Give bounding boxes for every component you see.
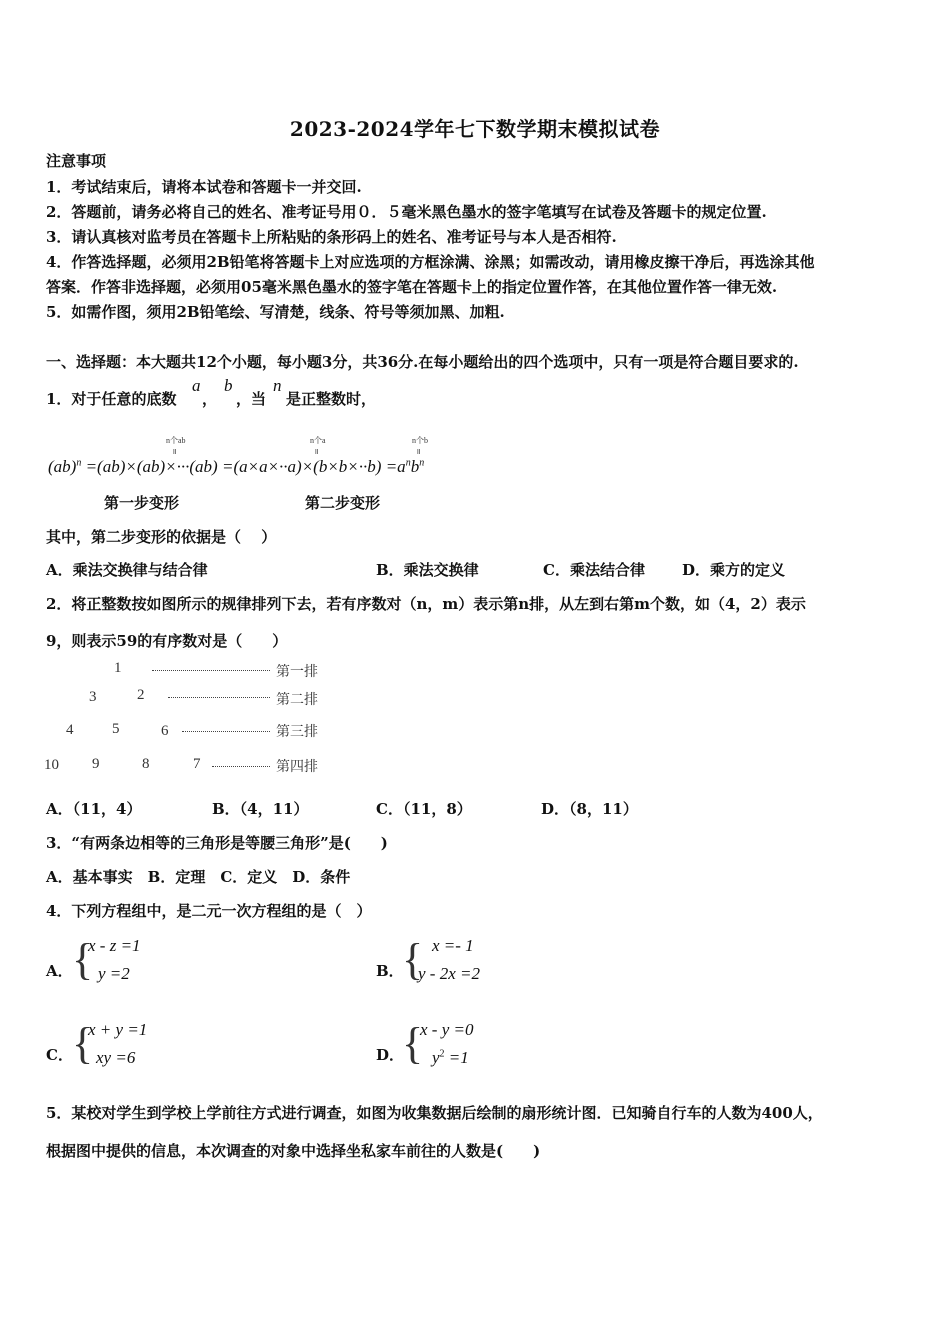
figure-number: 10 [44,757,59,773]
q4-option-a-label: A． [46,962,73,980]
figure-number: 1 [114,660,122,676]
q1-var-a: a [192,376,201,395]
q1-brace-label-1: n个ab [166,436,186,445]
q1-formula [48,457,424,477]
q4-stem: 4．下列方程组中，是二元一次方程组的是（ ） [46,902,372,920]
brace-icon: { [72,1019,94,1068]
row-label-4: 第四排 [276,759,318,775]
q4-d-eq2 [432,1048,469,1068]
q1-formula-exp-b: n [419,457,425,469]
q2-option-c: C．（11，8） [376,800,472,818]
q1-formula-part3: =a [385,457,406,476]
brace-icon: { [402,1019,424,1068]
figure-number: 9 [92,756,100,772]
dotted-leader [182,731,270,732]
q1-option-d: D．乘方的定义 [682,561,786,579]
q4-option-c-label: C． [46,1046,73,1064]
q1-stem-part2: 是正整数时， [286,390,377,408]
notice-item-1: 1．考试结束后，请将本试卷和答题卡一并交回. [46,178,362,196]
dotted-leader [168,697,270,698]
notice-item-4-cont: 答案．作答非选择题，必须用05毫米黑色墨水的签字笔在答题卡上的指定位置作答，在其他位置作答一律无效. [46,278,778,296]
q4-b-eq2: y - 2x =2 [418,964,480,983]
q4-option-d-label: D． [376,1046,405,1064]
q1-question: 其中，第二步变形的依据是（ ） [46,528,277,546]
q1-brace-mark-2: ॥ [314,447,319,456]
q5-stem-line1: 5．某校对学生到学校上学前往方式进行调查，如图为收集数据后绘制的扇形统计图．已知骑自行车的人数为400人， [46,1104,823,1122]
q1-step1-label: 第一步变形 [104,494,180,512]
q3-stem: 3．“有两条边相等的三角形是等腰三角形”是( ) [46,834,388,852]
q2-stem-line1: 2．将正整数按如图所示的规律排列下去，若有序数对（n，m）表示第n排，从左到右第m个数，如（4，2）表示 [46,595,806,613]
q2-stem-line2: 9，则表示59的有序数对是（ ） [46,632,288,650]
q1-formula-exp-a: n [405,457,411,469]
q1-formula-lhs-exp: n [76,457,82,469]
q1-brace-mark-3: ॥ [416,447,421,456]
figure-number: 5 [112,721,120,737]
q1-stem-mid: ，当 [236,390,267,408]
page-title: 2023-2024学年七下数学期末模拟试卷 [289,117,661,141]
q1-formula-part1: =(ab)×(ab)×···(ab) [85,457,218,476]
figure-number: 7 [193,756,201,772]
q2-option-a: A．（11，4） [46,800,142,818]
q4-d-eq2-base: y [432,1048,440,1067]
figure-number: 2 [137,687,145,703]
notice-item-3: 3．请认真核对监考员在答题卡上所粘贴的条形码上的姓名、准考证号与本人是否相符. [46,228,617,246]
q2-option-d: D．（8，11） [541,800,638,818]
figure-number: 8 [142,756,150,772]
notice-item-4: 4．作答选择题，必须用2B铅笔将答题卡上对应选项的方框涂满、涂黑；如需改动，请用橡皮擦干净后，再选涂其他 [46,253,815,271]
row-label-2: 第二排 [276,692,318,708]
q1-brace-label-3: n个b [412,436,428,445]
notice-heading: 注意事项 [46,152,107,170]
figure-number: 6 [161,723,169,739]
q1-option-c: C．乘法结合律 [543,561,645,579]
row-label-3: 第三排 [276,724,318,740]
q1-option-b: B．乘法交换律 [376,561,479,579]
q4-a-eq2: y =2 [98,964,130,983]
row-label-1: 第一排 [276,664,318,680]
dotted-leader [152,670,270,671]
q4-d-eq1: x - y =0 [420,1020,474,1039]
q1-var-n: n [273,376,282,395]
figure-number: 3 [89,689,97,705]
brace-icon: { [72,935,94,984]
q5-stem-line2: 根据图中提供的信息，本次调查的对象中选择坐私家车前往的人数是( ) [46,1142,541,1160]
q4-option-b-label: B． [376,962,404,980]
q1-formula-base-b: b [410,457,420,476]
notice-item-5: 5．如需作图，须用2B铅笔绘、写清楚，线条、符号等须加黑、加粗. [46,303,505,321]
q1-option-a: A．乘法交换律与结合律 [46,561,208,579]
q1-comma: ， [202,390,218,408]
q1-step2-label: 第二步变形 [305,494,381,512]
section-heading: 一、选择题：本大题共12个小题，每小题3分，共36分.在每小题给出的四个选项中，只有一项是符合题目要求的. [46,353,799,371]
q1-brace-label-2: n个a [310,436,326,445]
q4-b-eq1: x =- 1 [432,936,474,955]
q4-c-eq1: x + y =1 [88,1020,148,1039]
q4-c-eq2: xy =6 [96,1048,136,1067]
q2-option-b: B．（4，11） [212,800,309,818]
q1-brace-mark-1: ॥ [172,447,177,456]
q4-d-eq2-exp: 2 [439,1048,445,1060]
brace-icon: { [402,935,424,984]
notice-item-2: 2．答题前，请务必将自己的姓名、准考证号用０．５毫米黑色墨水的签字笔填写在试卷及答题卡的规定位置. [46,203,767,221]
figure-number: 4 [66,722,74,738]
q1-formula-lhs: (ab) [48,457,77,476]
q3-options: A．基本事实 B．定理 C．定义 D．条件 [46,868,351,886]
q4-d-eq2-rest: =1 [444,1048,469,1067]
q1-stem-part1: 1．对于任意的底数 [46,390,177,408]
dotted-leader [212,766,270,767]
q1-var-b: b [224,376,233,395]
q1-formula-part2: =(a×a×··a)×(b×b×··b) [221,457,382,476]
q4-a-eq1: x - z =1 [88,936,141,955]
